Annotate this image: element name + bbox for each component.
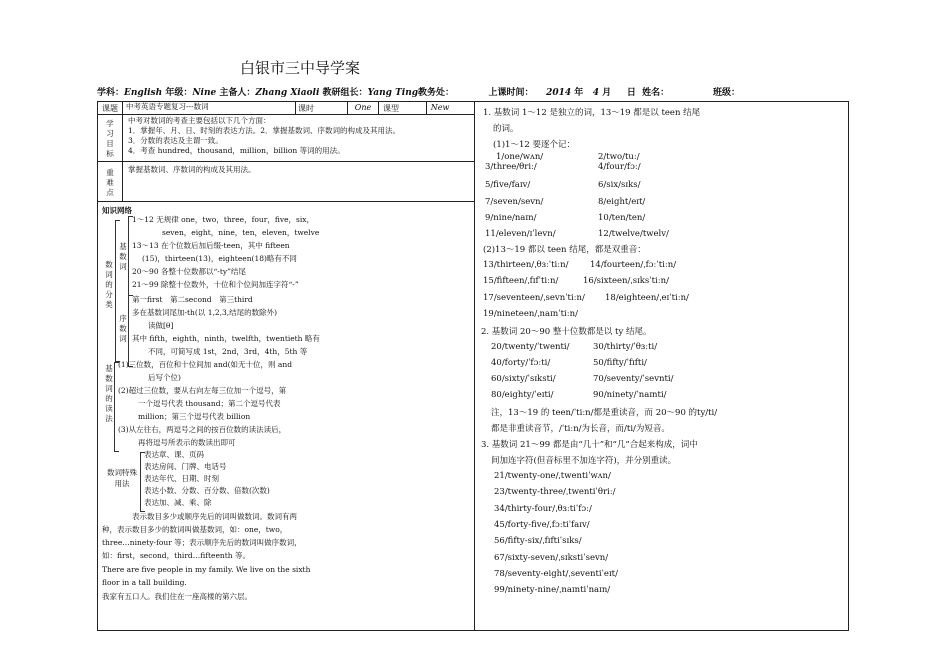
number-entry: 10/ten/ten/ — [598, 213, 646, 223]
cardinal-line: 1～12 无规律 one，two，three，four，five，six， — [132, 215, 314, 224]
number-entry: 3/three/θriː/ — [485, 162, 537, 172]
section-2-title: 2. 基数词 20～90 整十位数都是以 ty 结尾。 — [481, 327, 652, 337]
usage-line: 表达房间、门牌、电话号 — [144, 462, 227, 471]
reading-line: million；第三个逗号代表 billion — [138, 412, 251, 421]
ordinal-line: 读做[θ] — [148, 321, 174, 330]
number-entry: 70/seventy/ˈsevnti/ — [593, 374, 674, 384]
number-entry: 13/thirteen/ˌθɜːˈtiːn/ — [483, 260, 569, 270]
goals-label: 学习目标 — [106, 119, 114, 158]
info-bar — [97, 85, 740, 98]
summary-line: 表示数目多少或顺序先后的词叫做数词。数词有两 — [132, 512, 297, 521]
summary-line: 我家有五口人。我们住在一座高楼的第六层。 — [102, 592, 252, 601]
ordinal-brace — [128, 295, 133, 367]
keypoints-text: 掌握基数词、序数词的构成及其用法。 — [128, 165, 256, 174]
usage-line: 表达年代、日期、时刻 — [144, 474, 219, 483]
number-entry: 1/one/wʌn/ — [496, 152, 544, 162]
row-line — [98, 161, 474, 162]
ordinal-line: 不同，可简写成 1st，2nd，3rd，4th，5th 等 — [148, 347, 308, 356]
usage-label: 数词特殊用法 — [107, 468, 137, 488]
number-entry: 18/eighteen/ˌeɪˈtiːn/ — [605, 293, 689, 303]
usage-line: 表达小数、分数、百分数、倍数(次数) — [144, 486, 270, 495]
section-2-note: 都是非重读音节，/ˈtiːn/为长音，而/ti/为短音。 — [491, 424, 670, 434]
cardinal-label: 基数词 — [119, 242, 127, 271]
leader-label: 教研组长： — [322, 88, 368, 98]
goals-line: 3．分数的表达及主谓一致。 — [128, 136, 223, 145]
number-entry: 99/ninety-nine/ˌnaɪntiˈnaɪn/ — [494, 585, 611, 595]
number-entry: 23/twenty-three/ˌtwentiˈθriː/ — [494, 487, 616, 497]
number-entry: 5/five/faɪv/ — [485, 180, 531, 190]
section-1-title-cont: 的词。 — [493, 124, 519, 134]
network-label: 知识网络 — [102, 206, 132, 215]
year-unit: 年 — [574, 88, 584, 98]
month-unit: 月 — [602, 88, 612, 98]
author-value: Zhang Xiaoli — [255, 88, 320, 98]
number-entry: 56/fifty-six/ˌfɪftiˈsɪks/ — [494, 536, 582, 546]
number-entry: 11/eleven/ɪˈlevn/ — [485, 229, 556, 239]
summary-line: 如：first，second，third…fifteenth 等。 — [102, 551, 250, 560]
number-entry: 60/sixty/ˈsɪksti/ — [491, 374, 556, 384]
number-entry: 17/seventeen/ˌsevnˈtiːn/ — [483, 293, 585, 303]
number-entry: 80/eighty/ˈeɪti/ — [491, 390, 554, 400]
office-label: 教务处： — [418, 88, 455, 98]
row-line — [98, 114, 474, 115]
category-label: 数词的分类 — [105, 260, 113, 309]
goals-line: 1．掌握年、月、日、时刻的表达方法。2．掌握基数词、序数词的构成及其用法。 — [128, 126, 401, 135]
cardinal-line: 20～90 各整十位数都以“-ty”结尾 — [132, 267, 246, 276]
section-3-title: 3. 基数词 21～99 都是由“几十”和“几”合起来构成，词中 — [481, 440, 698, 450]
cardinal-line: 21～99 除整十位数外，十位和个位间加连字符“-” — [132, 280, 299, 289]
summary-line: There are five people in my family. We live on the sixth — [102, 565, 311, 574]
grade-value: Nine — [192, 88, 217, 98]
number-entry: 34/thirty-four/ˌθɜːtiˈfɔː/ — [494, 504, 592, 514]
number-entry: 67/sixty-seven/ˌsɪkstiˈsevn/ — [494, 553, 609, 563]
number-entry: 7/seven/sevn/ — [485, 197, 544, 207]
number-entry: 12/twelve/twelv/ — [598, 229, 669, 239]
leader-value: Yang Ting — [367, 88, 419, 98]
year-value: 2014 — [546, 88, 572, 98]
cardinal-line: (15)，thirteen(13)，eighteen(18)略有不同 — [142, 254, 297, 263]
ordinal-label: 序数词 — [119, 314, 127, 343]
page-title: 白银市三中导学案 — [240, 59, 361, 77]
goals-line: 4．考查 hundred，thousand，million，billion 等词的用法。 — [128, 146, 345, 155]
topic-value: 中考英语专题复习---数词 — [126, 102, 209, 111]
usage-line: 表达加、减、乘、除 — [144, 498, 212, 507]
reading-line: 一个逗号代表 thousand；第二个逗号代表 — [138, 399, 281, 408]
row-line — [98, 201, 474, 202]
periods-label: 课时 — [298, 104, 314, 113]
worksheet-table — [97, 101, 849, 631]
class-label: 班级： — [713, 88, 741, 98]
cardinal-line: 13～13 在个位数后加后缀-teen，其中 fifteen — [132, 241, 290, 250]
author-label: 主备人： — [219, 88, 256, 98]
type-label: 课型 — [383, 104, 399, 113]
number-entry: 45/forty-five/ˌfɔːtiˈfaɪv/ — [494, 520, 590, 530]
time-label: 上课时间： — [488, 88, 534, 98]
subject-label: 学科： — [97, 88, 125, 98]
summary-line: floor in a tall building. — [102, 578, 187, 587]
ordinal-line: 其中 fifth，eighth，ninth，twelfth，twentieth 略有 — [132, 334, 320, 343]
number-entry: 30/thirty/ˈθɜːti/ — [593, 342, 658, 352]
number-entry: 4/four/fɔː/ — [598, 162, 641, 172]
section-2-note: 注，13～19 的 teen/ˈtiːn/都是重读音，而 20～90 的ty/ti/ — [491, 408, 718, 418]
section-1-sub2: (2)13～19 都以 teen 结尾，都是双重音： — [483, 245, 646, 255]
number-entry: 14/fourteen/ˌfɔːˈtiːn/ — [590, 260, 677, 270]
topic-label: 课题 — [102, 104, 118, 113]
summary-line: 种，表示数目多少的数词叫做基数词，如：one，two， — [102, 525, 288, 534]
number-entry: 8/eight/eɪt/ — [598, 197, 646, 207]
summary-line: three…ninety-four 等；表示顺序先后的数词叫做序数词， — [102, 538, 302, 547]
periods-value: One — [354, 103, 372, 112]
number-entry: 15/fifteen/ˌfɪfˈtiːn/ — [483, 276, 559, 286]
number-entry: 19/nineteen/ˌnaɪnˈtiːn/ — [483, 309, 578, 319]
grade-label: 年级： — [165, 88, 193, 98]
number-entry: 21/twenty-one/ˌtwentiˈwʌn/ — [494, 471, 611, 481]
type-value: New — [430, 103, 450, 112]
number-entry: 20/twenty/ˈtwenti/ — [491, 342, 570, 352]
reading-line: (1)三位数，百位和十位间加 and(如无十位，则 and — [118, 360, 293, 369]
section-3-title-cont: 间加连字符(但音标里不加连字符)，并分别重读。 — [491, 456, 677, 466]
number-entry: 2/two/tuː/ — [598, 152, 640, 162]
number-entry: 16/sixteen/ˌsɪksˈtiːn/ — [583, 276, 669, 286]
number-entry: 9/nine/naɪn/ — [485, 213, 537, 223]
usage-line: 表达章、课、页码 — [144, 450, 204, 459]
reading-line: (2)超过三位数，要从右向左每三位加一个逗号，第 — [118, 386, 287, 395]
reading-brace — [114, 362, 119, 452]
number-entry: 6/six/sɪks/ — [598, 180, 641, 190]
reading-line: 再将逗号所表示的数读出即可 — [138, 438, 236, 447]
number-entry: 40/forty/ˈfɔːti/ — [491, 358, 551, 368]
day-unit: 日 — [626, 88, 636, 98]
section-1-title: 1. 基数词 1～12 是独立的词，13～19 都是以 teen 结尾 — [483, 108, 701, 118]
ordinal-line: 多在基数词尾加-th(以 1,2,3,结尾的数除外) — [132, 308, 278, 317]
name-label: 姓名： — [642, 88, 670, 98]
ordinal-line: 第一first 第二second 第三third — [132, 295, 253, 304]
goals-line: 中考对数词的考查主要包括以下几个方面： — [128, 116, 271, 125]
reading-line: 后写个位) — [148, 373, 181, 382]
reading-line: (3)从左往右，两逗号之间的按百位数的读法读后， — [118, 425, 287, 434]
section-1-sub1: (1)1～12 要逐个记： — [493, 140, 575, 150]
column-divider — [474, 102, 475, 630]
keypoints-label: 重难点 — [106, 168, 114, 197]
cardinal-line: seven，eight，nine，ten，eleven，twelve — [162, 228, 320, 237]
reading-label: 基数词的读法 — [105, 364, 113, 423]
month-value: 4 — [592, 88, 599, 98]
number-entry: 78/seventy-eight/ˌseventiˈeɪt/ — [494, 569, 618, 579]
number-entry: 50/fifty/ˈfɪfti/ — [593, 358, 647, 368]
subject-value: English — [124, 88, 163, 98]
label-divider — [122, 102, 123, 201]
number-entry: 90/ninety/ˈnaɪnti/ — [593, 390, 667, 400]
